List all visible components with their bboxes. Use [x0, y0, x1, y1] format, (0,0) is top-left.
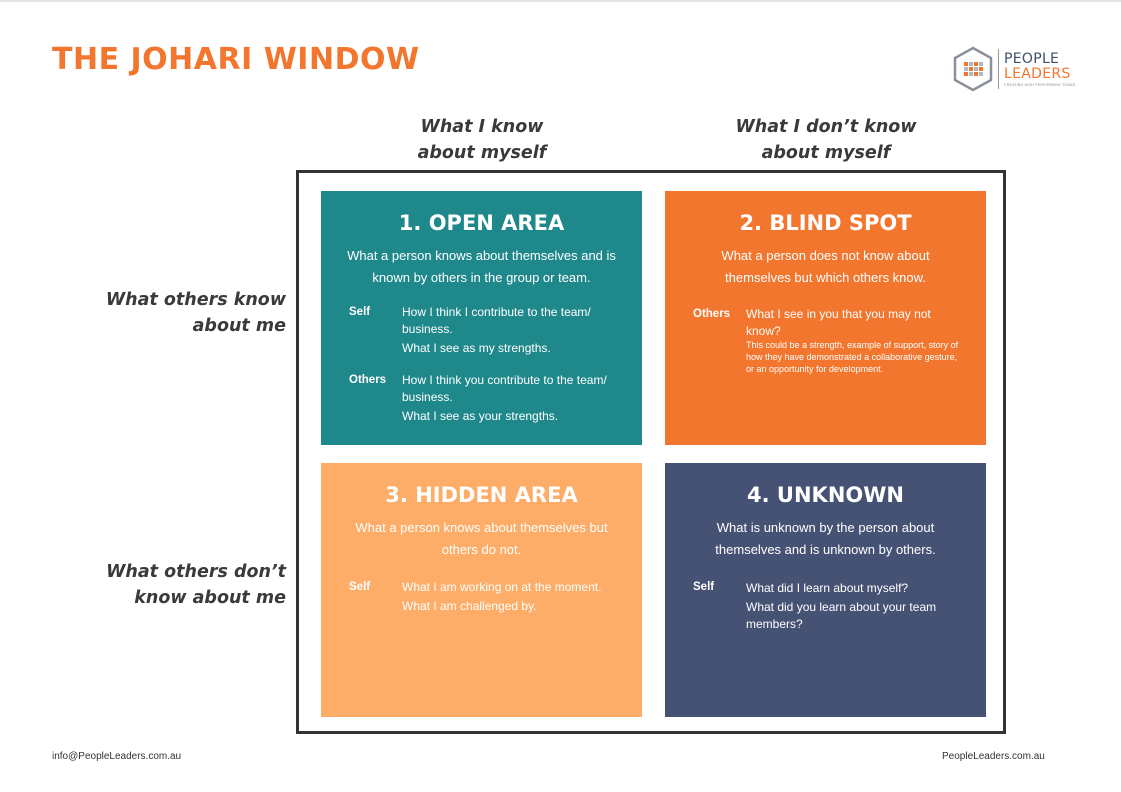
column-header-dont-know: What I don’t know about myself [735, 117, 917, 163]
footer-website-link[interactable]: PeopleLeaders.com.au [942, 751, 1045, 762]
self-prompts [402, 304, 620, 356]
quadrant-title: 1. OPEN AREA [398, 211, 565, 235]
prompt-line: What I am working on at the moment. [402, 580, 602, 594]
quadrant-description: What a person knows about themselves but others do not. [355, 520, 608, 557]
prompt-note: This could be a strength, example of support, story of how they have demonstrated a collaborative gesture, or an opportunity for development. [746, 340, 959, 374]
self-prompts [746, 580, 964, 632]
quadrant-title: 3. HIDDEN AREA [385, 483, 578, 507]
hexagon-logo-icon [952, 46, 994, 92]
prompt-line: What I see as your strengths. [402, 408, 559, 423]
footer-email-link[interactable]: info@PeopleLeaders.com.au [52, 751, 182, 762]
role-label-others: Others [349, 374, 387, 386]
quadrant-unknown [665, 463, 986, 717]
people-leaders-logo [952, 46, 1077, 96]
self-prompts [402, 579, 620, 615]
column-header-know: What I know about myself [417, 117, 547, 163]
prompt-line: How I think you contribute to the team/ business. [402, 373, 607, 404]
prompt-line: What I am challenged by. [402, 599, 537, 613]
prompt-line: What I see in you that you may not know? [746, 307, 931, 338]
role-label-self: Self [349, 581, 371, 593]
logo-tagline: CREATING HIGH PERFORMING TEAMS [1004, 83, 1076, 87]
others-prompts [746, 306, 964, 375]
row-header-others-know: What others know about me [105, 290, 286, 336]
logo-text-people: PEOPLE [1004, 51, 1060, 67]
prompt-line: What did you learn about your team members? [746, 600, 937, 631]
row-header-others-dont-know: What others don’t know about me [106, 562, 286, 608]
role-label-self: Self [693, 581, 715, 593]
quadrant-description: What is unknown by the person about themselves and is unknown by others. [715, 520, 936, 557]
prompt-line: How I think I contribute to the team/ business. [402, 305, 591, 336]
logo-text-leaders: LEADERS [1004, 66, 1071, 82]
role-label-others: Others [693, 308, 731, 320]
logo-divider [998, 49, 999, 89]
prompt-line: What I see as my strengths. [402, 340, 551, 355]
prompt-line: What did I learn about myself? [746, 581, 909, 595]
top-divider [0, 0, 1121, 2]
quadrant-title: 2. BLIND SPOT [739, 211, 912, 235]
quadrant-open-area [321, 191, 642, 445]
quadrant-blind-spot [665, 191, 986, 445]
quadrant-description: What a person does not know about themselves but which others know. [721, 248, 930, 285]
quadrant-hidden-area [321, 463, 642, 717]
quadrant-description: What a person knows about themselves and is known by others in the group or team. [347, 248, 616, 285]
others-prompts [402, 372, 620, 424]
quadrant-title: 4. UNKNOWN [747, 483, 904, 507]
page-title: THE JOHARI WINDOW [52, 42, 420, 77]
role-label-self: Self [349, 306, 371, 318]
